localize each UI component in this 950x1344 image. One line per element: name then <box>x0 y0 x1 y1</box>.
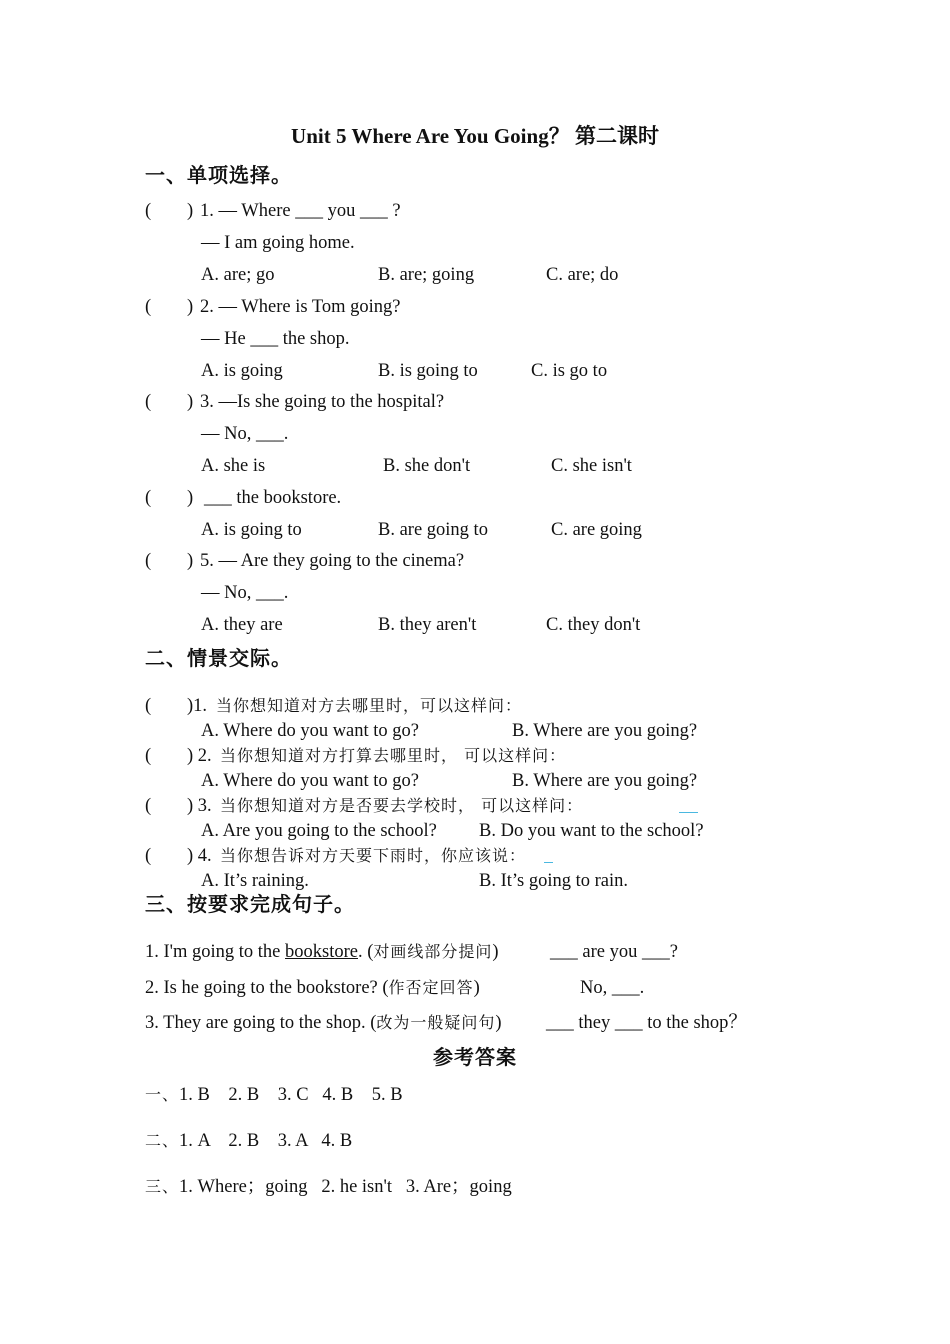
answer-paren-close: ) <box>187 297 194 317</box>
sentence-item <box>145 940 499 964</box>
option-b: B. Where are you going? <box>512 771 698 791</box>
section2-heading: 二、情景交际。 <box>145 648 292 670</box>
answer-prefix: 三、 <box>145 1177 180 1196</box>
option-a: A. she is <box>201 456 266 476</box>
option-a: A. is going <box>201 361 283 381</box>
sentence-text: 1. I'm going to the <box>145 942 286 962</box>
answer-text: 1. Where；going 2. he isn't 3. Are；going <box>179 1177 512 1197</box>
instruction: 对画线部分提问 <box>373 942 493 961</box>
answer-template: No, ___. <box>580 978 645 998</box>
answer-paren-close: ) <box>187 488 194 508</box>
question-stem: 3. —Is she going to the hospital? <box>200 392 445 412</box>
option-b: B. Do you want to the school? <box>479 821 704 841</box>
answer-paren-open: ( <box>145 201 152 221</box>
option-a: A. Where do you want to go? <box>201 771 420 791</box>
answer-prefix: 一、 <box>145 1085 180 1104</box>
question-line2: — No, ___. <box>201 424 289 444</box>
answer-blank-mark <box>544 862 553 863</box>
option-c: C. are; do <box>546 265 619 285</box>
option-c: C. she isn't <box>551 456 632 476</box>
question-number: ) 4. <box>187 846 212 866</box>
answer-template: ___ they ___ to the shop？ <box>546 1013 747 1033</box>
answer-line <box>145 1083 403 1107</box>
answer-paren-close: ) <box>187 392 194 412</box>
answer-paren-open: ( <box>145 796 152 816</box>
underlined-word: bookstore <box>285 942 358 962</box>
sentence-text: . ( <box>357 942 374 962</box>
answer-text: 1. B 2. B 3. C 4. B 5. B <box>179 1085 403 1105</box>
answer-paren-open: ( <box>145 297 152 317</box>
answer-line <box>145 1175 512 1199</box>
instruction: 作否定回答 <box>388 978 474 997</box>
question-prompt: 当你想知道对方打算去哪里时， 可以这样问： <box>220 746 567 765</box>
sentence-item <box>145 1011 502 1035</box>
answer-paren-open: ( <box>145 746 152 766</box>
option-b: B. she don't <box>383 456 471 476</box>
option-b: B. are going to <box>378 520 488 540</box>
option-b: B. Where are you going? <box>512 721 698 741</box>
option-a: A. is going to <box>201 520 302 540</box>
option-c: C. they don't <box>546 615 641 635</box>
answer-line <box>145 1129 352 1153</box>
option-c: C. is go to <box>531 361 608 381</box>
answer-paren-close: ) <box>187 551 194 571</box>
answer-template: ___ are you ___? <box>550 942 678 962</box>
instruction: 改为一般疑问句 <box>376 1013 496 1032</box>
answer-text: 1. A 2. B 3. A 4. B <box>179 1131 353 1151</box>
answer-paren-close: ) <box>187 201 194 221</box>
section3-heading: 三、按要求完成句子。 <box>145 894 355 916</box>
question-line2: — I am going home. <box>201 233 355 253</box>
question-prompt: 当你想告诉对方天要下雨时，你应该说： <box>220 846 527 865</box>
sentence-item <box>145 976 480 1000</box>
option-b: B. they aren't <box>378 615 477 635</box>
question-prompt: 当你想知道对方去哪里时，可以这样问： <box>216 696 523 715</box>
question-stem: 5. — Are they going to the cinema? <box>200 551 465 571</box>
option-a: A. It’s raining. <box>201 871 309 891</box>
answer-prefix: 二、 <box>145 1131 180 1150</box>
sentence-text: ) <box>495 1013 502 1033</box>
option-b: B. is going to <box>378 361 478 381</box>
answer-paren-open: ( <box>145 392 152 412</box>
option-a: A. are; go <box>201 265 275 285</box>
question-line2: — No, ___. <box>201 583 289 603</box>
answer-paren-open: ( <box>145 846 152 866</box>
question-line2: — He ___ the shop. <box>201 329 350 349</box>
sentence-text: ) <box>492 942 499 962</box>
sentence-text: ) <box>473 978 480 998</box>
page-title: Unit 5 Where Are You Going？ 第二课时 <box>291 124 659 148</box>
answer-paren-open: ( <box>145 488 152 508</box>
option-b: B. are; going <box>378 265 475 285</box>
question-number: ) 2. <box>187 746 212 766</box>
question-number: ) 3. <box>187 796 212 816</box>
question-number: )1. <box>187 696 208 716</box>
option-b: B. It’s going to rain. <box>479 871 629 891</box>
question-stem: 2. — Where is Tom going? <box>200 297 401 317</box>
answer-blank-mark <box>679 812 698 813</box>
section1-heading: 一、单项选择。 <box>145 165 292 187</box>
question-stem: ___ the bookstore. <box>204 488 342 508</box>
question-prompt: 当你想知道对方是否要去学校时， 可以这样问： <box>220 796 584 815</box>
sentence-text: 3. They are going to the shop. ( <box>145 1013 377 1033</box>
question-stem: 1. — Where ___ you ___ ? <box>200 201 401 221</box>
option-a: A. they are <box>201 615 283 635</box>
option-a: A. Are you going to the school? <box>201 821 437 841</box>
answers-heading: 参考答案 <box>433 1047 517 1069</box>
option-c: C. are going <box>551 520 642 540</box>
option-a: A. Where do you want to go? <box>201 721 420 741</box>
sentence-text: 2. Is he going to the bookstore? ( <box>145 978 389 998</box>
answer-paren-open: ( <box>145 696 152 716</box>
answer-paren-open: ( <box>145 551 152 571</box>
